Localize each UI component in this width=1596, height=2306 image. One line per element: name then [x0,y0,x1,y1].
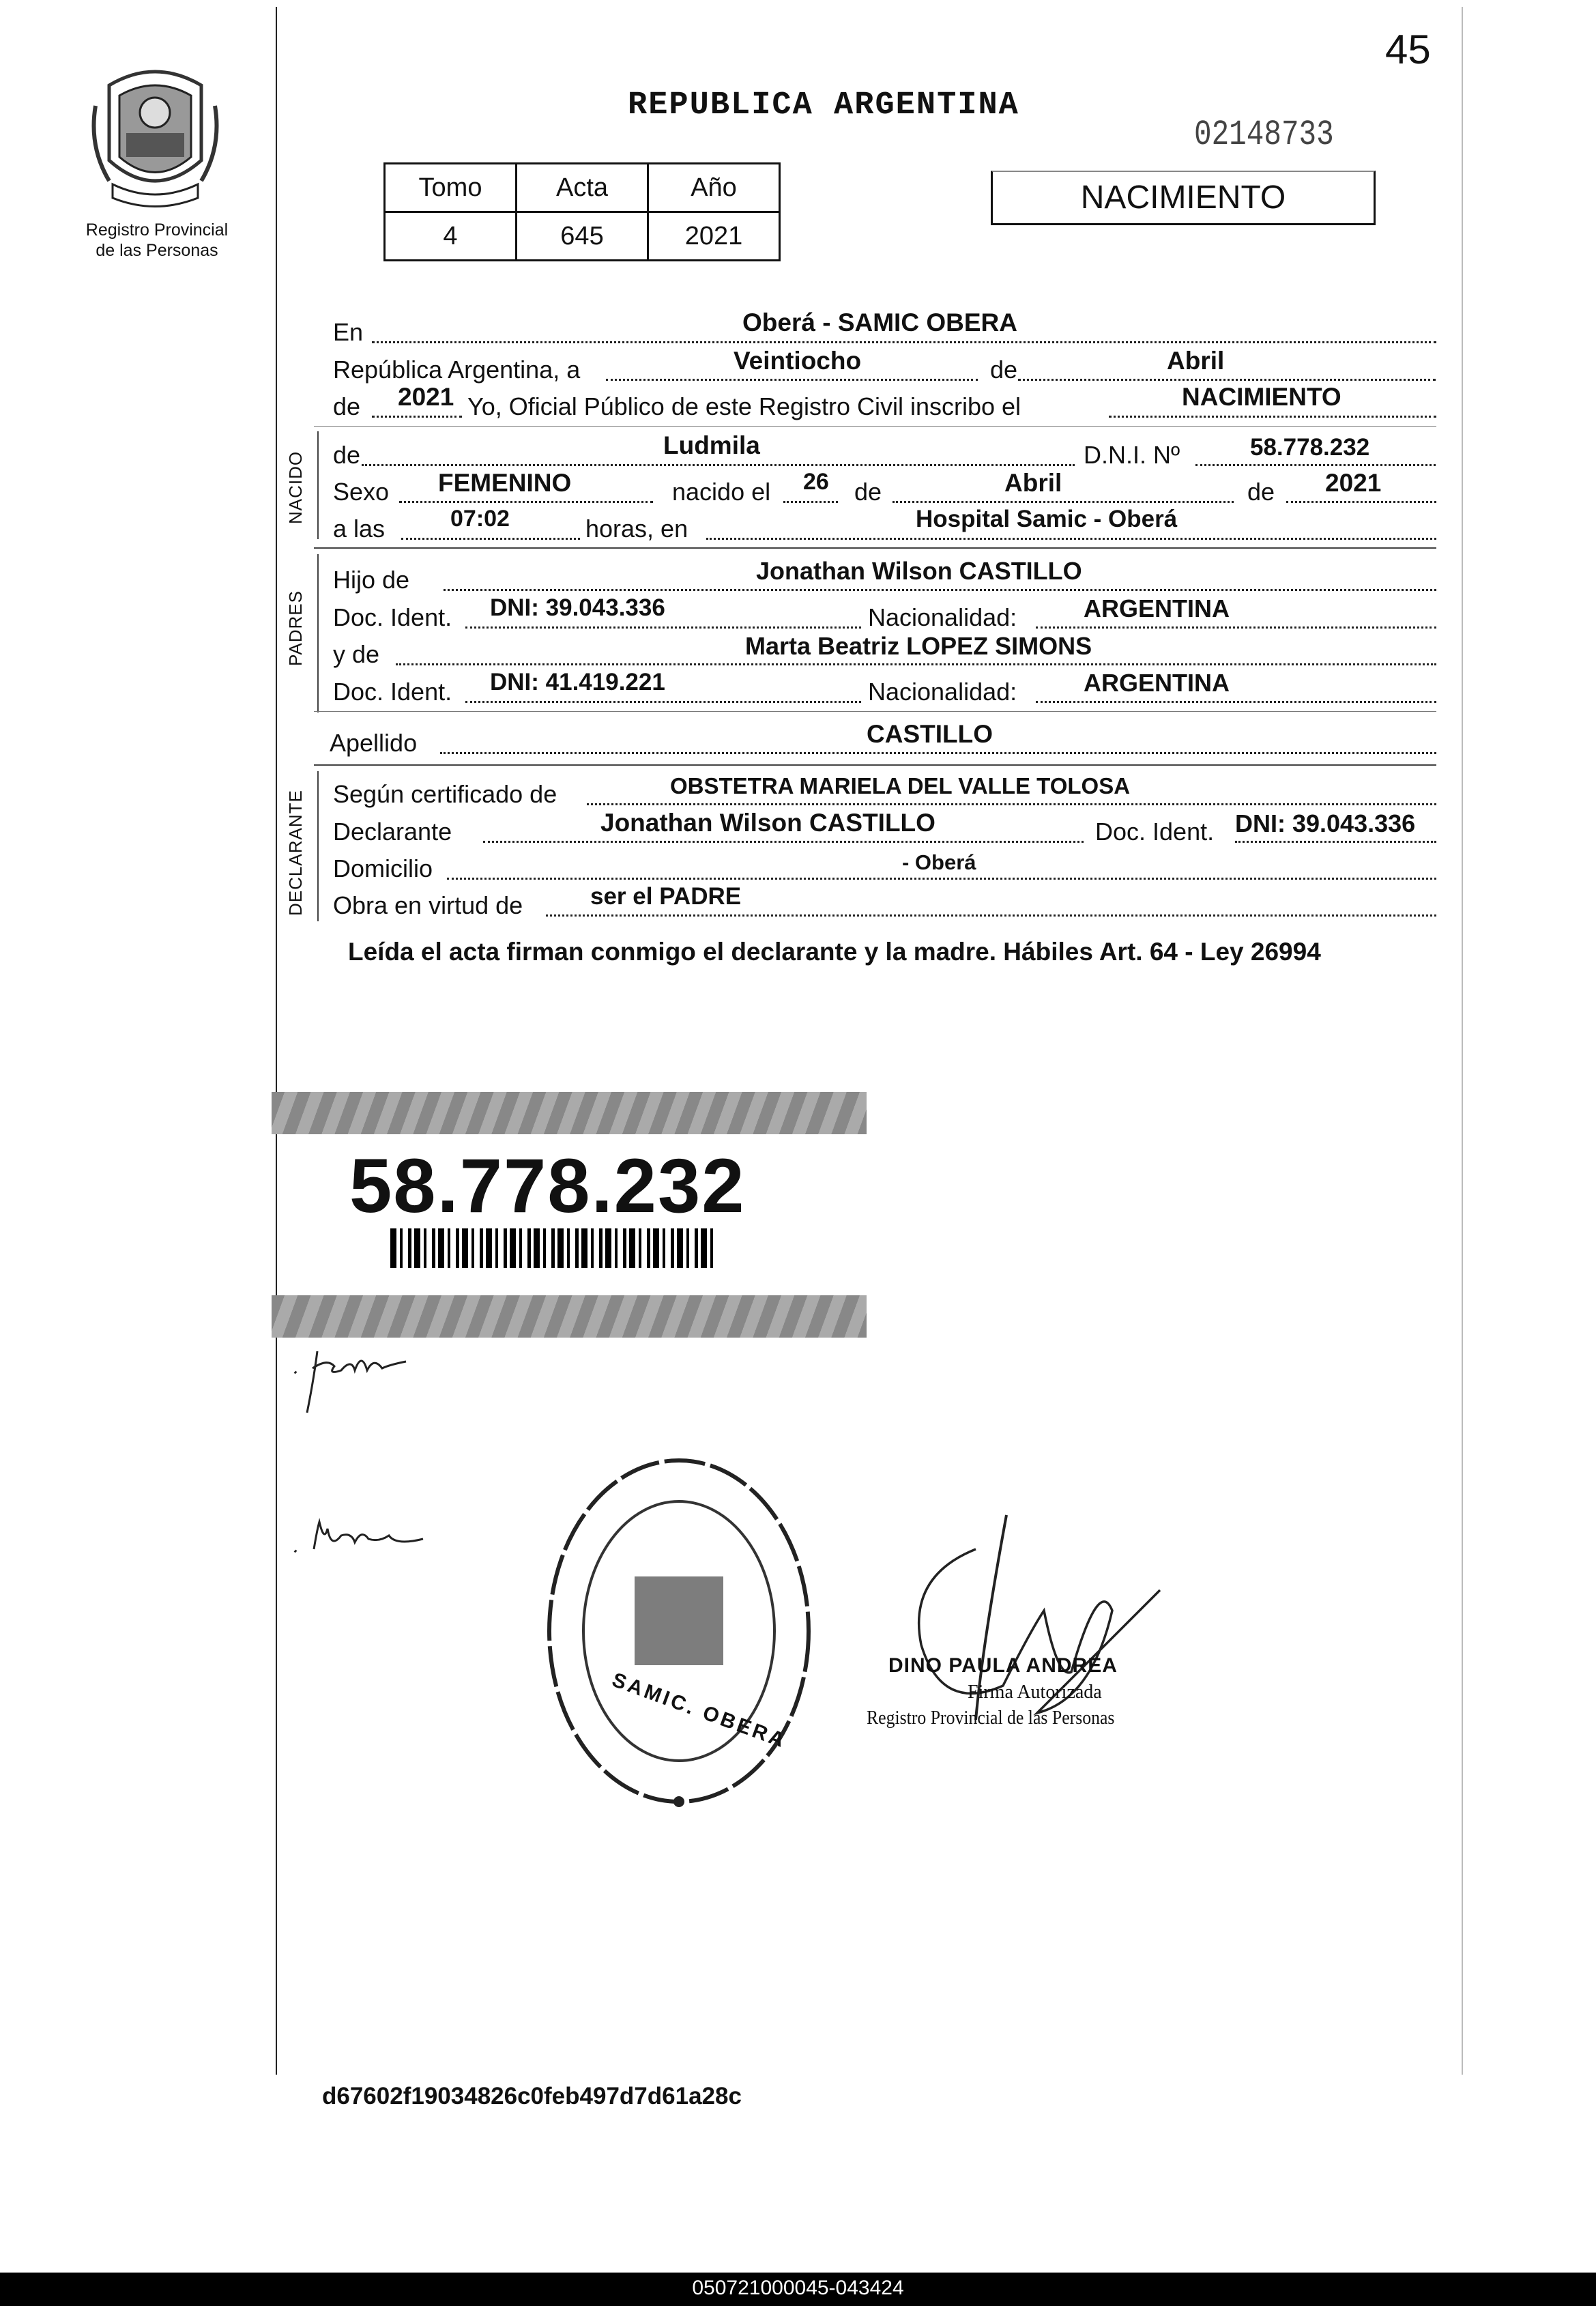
horas-label: horas, en [585,515,688,543]
page-number: 45 [1385,27,1431,72]
divider-padres [314,547,1436,549]
dni-value: 58.778.232 [1250,434,1370,461]
apellido-line [440,752,1436,754]
official-signature [867,1508,1208,1795]
nacido-de-label: de [333,441,361,469]
dia-line [783,501,838,503]
en-line [372,341,1436,343]
dia-value: 26 [803,469,829,495]
mes-value: Abril [1004,469,1062,497]
madre-nac-value: ARGENTINA [1084,669,1230,697]
padre-doc-value: DNI: 39.043.336 [490,594,665,621]
republica-label: República Argentina, a [333,356,581,384]
certificado-line [587,803,1436,805]
declarante-bar [317,771,319,921]
dni-sticker-number: 58.778.232 [349,1143,746,1228]
declarante-value: Jonathan Wilson CASTILLO [600,809,935,837]
month-line [1018,379,1436,381]
nacido-el-label: nacido el [672,478,771,506]
anio-value: 2021 [648,212,780,261]
padre-value: Jonathan Wilson CASTILLO [756,557,1082,585]
acta-header: Acta [517,164,648,212]
year-prefix-label: de [333,392,361,420]
segun-label: Según certificado de [333,780,557,808]
declarante-doc-value: DNI: 39.043.336 [1235,809,1416,837]
de-label-3: de [1247,478,1275,506]
hora-value: 07:02 [450,506,510,532]
padre-nac-value: ARGENTINA [1084,594,1230,622]
domicilio-line [447,878,1436,880]
madre-doc-value: DNI: 41.419.221 [490,669,665,695]
yo-text: Yo, Oficial Público de este Registro Civil inscribo el [467,392,1021,420]
domicilio-label: Domicilio [333,854,433,882]
nacionalidad-label-padre: Nacionalidad: [868,603,1017,631]
nombre-value: Ludmila [663,431,760,459]
anio-line [1286,501,1436,503]
mes-line [893,501,1234,503]
lugar-line [706,538,1436,540]
obra-label: Obra en virtud de [333,891,523,919]
signature-padre [287,1338,423,1419]
official-name: DINO PAULA ANDREA [888,1654,1118,1677]
registry-seal-logo [82,65,229,212]
nombre-line [362,464,1075,466]
document-hash: d67602f19034826c0feb497d7d61a28c [322,2083,742,2109]
year-line [372,416,462,418]
a-las-label: a las [333,515,386,543]
divider-nacido [314,426,1436,427]
divider-apellido [314,711,1436,712]
y-de-label: y de [333,640,380,668]
inscribe-value: NACIMIENTO [1182,383,1341,411]
madre-value: Marta Beatriz LOPEZ SIMONS [745,632,1092,660]
registry-name-line2: de las Personas [96,241,218,260]
tomo-header: Tomo [385,164,517,212]
seal-text [532,1440,533,1441]
doc-label-declarante: Doc. Ident. [1095,818,1215,846]
obra-line [546,914,1436,917]
madre-nac-line [1036,701,1436,703]
sticker-bottom-band [272,1295,867,1338]
declarante-section-label: DECLARANTE [285,790,306,916]
day-line [606,379,978,381]
acta-value: 645 [517,212,648,261]
place-value: Oberá - SAMIC OBERA [742,308,1017,336]
certificado-value: OBSTETRA MARIELA DEL VALLE TOLOSA [670,773,1131,798]
en-label: En [333,318,364,346]
nacionalidad-label-madre: Nacionalidad: [868,678,1017,706]
day-words-value: Veintiocho [734,347,862,375]
hora-line [401,538,580,540]
obra-value: ser el PADRE [590,883,742,910]
right-margin-line [1462,7,1463,2075]
sexo-value: FEMENINO [438,469,572,497]
madre-line [396,663,1436,665]
dni-label: D.N.I. Nº [1084,441,1180,469]
declarante-line [483,841,1084,843]
registry-name-line1: Registro Provincial [85,220,229,240]
nacido-bar [317,431,319,539]
padres-section-label: PADRES [285,590,306,666]
nacido-section-label: NACIDO [285,450,306,524]
domicilio-value: - Oberá [902,850,976,874]
declarante-doc-line [1235,841,1436,843]
dni-barcode [390,1228,718,1268]
year-value: 2021 [398,383,454,411]
inscribe-line [1109,416,1436,418]
anio-value: 2021 [1325,469,1382,497]
doc-label-padre: Doc. Ident. [333,603,452,631]
tomo-value: 4 [385,212,517,261]
serial-number: 02148733 [1194,115,1334,155]
signature-madre [287,1508,437,1570]
de-label: de [990,356,1018,384]
lugar-value: Hospital Samic - Oberá [916,506,1178,532]
footer-code: 050721000045-043424 [692,2277,904,2299]
document-title: REPUBLICA ARGENTINA [628,87,1019,124]
sticker-top-band [272,1092,867,1134]
doc-label-madre: Doc. Ident. [333,678,452,706]
madre-doc-line [465,701,861,703]
anio-header: Año [648,164,780,212]
seal-inner-text: SAMIC. OBERA [609,1668,790,1753]
padre-doc-line [465,626,861,629]
official-title: Firma Autorizada [968,1682,1102,1703]
divider-declarante [314,764,1436,766]
padres-bar [317,554,319,712]
sexo-label: Sexo [333,478,390,506]
closing-text: Leída el acta firman conmigo el declarante y la madre. Hábiles Art. 64 - Ley 26994 [348,938,1321,966]
padre-line [444,589,1436,591]
official-seal-stamp [532,1440,826,1822]
apellido-value: CASTILLO [867,720,993,748]
official-org: Registro Provincial de las Personas [867,1707,1115,1729]
registry-name [55,220,259,261]
footer-bar [0,2273,1596,2306]
tomo-acta-anio-table [383,162,781,261]
left-margin-line [276,7,277,2075]
dni-line [1195,464,1436,466]
de-label-2: de [854,478,882,506]
sexo-line [399,501,653,503]
padre-nac-line [1036,626,1436,629]
apellido-label: Apellido [330,729,418,757]
acta-type-box: NACIMIENTO [991,171,1376,225]
hijo-label: Hijo de [333,566,410,594]
month-value: Abril [1167,347,1225,375]
declarante-label: Declarante [333,818,452,846]
